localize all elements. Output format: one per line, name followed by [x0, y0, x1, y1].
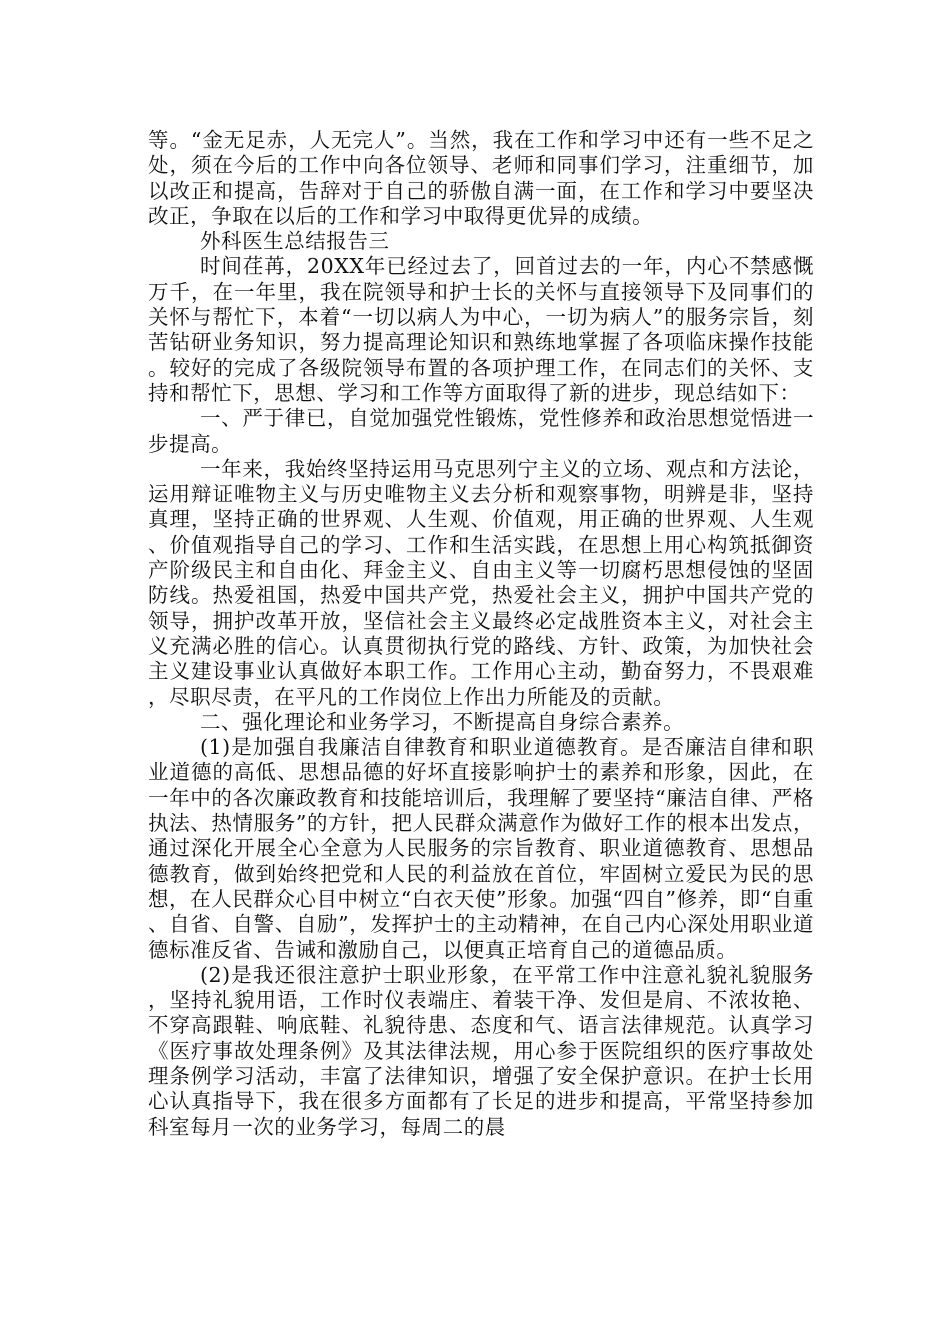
paragraph-3: 时间荏苒，20XX年已经过去了，回首过去的一年，内心不禁感慨万千，在一年里，我在院领导和护士长的关怀与直接领导下及同事们的关怀与帮忙下，本着“一切以病人为中心，一切为病人”的服务宗旨，刻苦钻研业务知识，努力提高理论知识和熟练地掌握了各项临床操作技能。较好的完成了各级院领导布置的各项护理工作，在同志们的关怀、支持和帮忙下，思想、学习和工作等方面取得了新的进步，现总结如下： — [148, 254, 814, 405]
section-heading-two: 二、强化理论和业务学习，不断提高自身综合素养。 — [200, 709, 685, 734]
paragraph-5: 一年来，我始终坚持运用马克思列宁主义的立场、观点和方法论，运用辩证唯物主义与历史唯物主义去分析和观察事物，明辨是非，坚持真理，坚持正确的世界观、人生观、价值观，用正确的世界观、人生观、价值观指导自己的学习、工作和生活实践，在思想上用心构筑抵御资产阶级民主和自由化、拜金主义、自由主义等一切腐朽思想侵蚀的坚固防线。热爱祖国，热爱中国共产党，热爱社会主义，拥护中国共产党的领导，拥护改革开放，坚信社会主义最终必定战胜资本主义，对社会主义充满必胜的信心。认真贯彻执行党的路线、方针、政策，为加快社会主义建设事业认真做好本职工作。工作用心主动，勤奋努力，不畏艰难，尽职尽责，在平凡的工作岗位上作出力所能及的贡献。 — [148, 456, 814, 709]
paragraph-8: (2)是我还很注意护士职业形象，在平常工作中注意礼貌礼貌服务，坚持礼貌用语，工作时仪表端庄、着装干净、发但是肩、不浓妆艳、不穿高跟鞋、响底鞋、礼貌待患、态度和气、语言法律规范。认真学习《医疗事故处理条例》及其法律法规，用心参于医院组织的医疗事故处理条例学习活动，丰富了法律知识，增强了安全保护意识。在护士长用心认真指导下，我在很多方面都有了长足的进步和提高，平常坚持参加科室每月一次的业务学习，每周二的晨 — [148, 962, 814, 1139]
section-heading-one: 一、严于律已，自觉加强党性锻炼，党性修养和政治思想觉悟进一步提高。 — [148, 406, 814, 456]
paragraph-1: 等。“金无足赤，人无完人”。当然，我在工作和学习中还有一些不足之处，须在今后的工作中向各位领导、老师和同事们学习，注重细节，加以改正和提高，告辞对于自己的骄傲自满一面，在工作和学习中要坚决改正，争取在以后的工作和学习中取得更优异的成绩。 — [148, 128, 814, 228]
section-heading-report-three: 外科医生总结报告三 — [200, 229, 390, 254]
paragraph-7: (1)是加强自我廉洁自律教育和职业道德教育。是否廉洁自律和职业道德的高低、思想品德的好坏直接影响护士的素养和形象，因此，在一年中的各次廉政教育和技能培训后，我理解了要坚持“廉洁自律、严格执法、热情服务”的方针，把人民群众满意作为做好工作的根本出发点，通过深化开展全心全意为人民服务的宗旨教育、职业道德教育、思想品德教育，做到始终把党和人民的利益放在首位，牢固树立爱民为民的思想，在人民群众心目中树立“白衣天使”形象。加强“四自”修养，即“自重、自省、自警、自励”，发挥护士的主动精神，在自己内心深处用职业道德标准反省、告诫和激励自己，以便真正培育自己的道德品质。 — [148, 735, 814, 962]
document-body — [148, 128, 814, 1140]
